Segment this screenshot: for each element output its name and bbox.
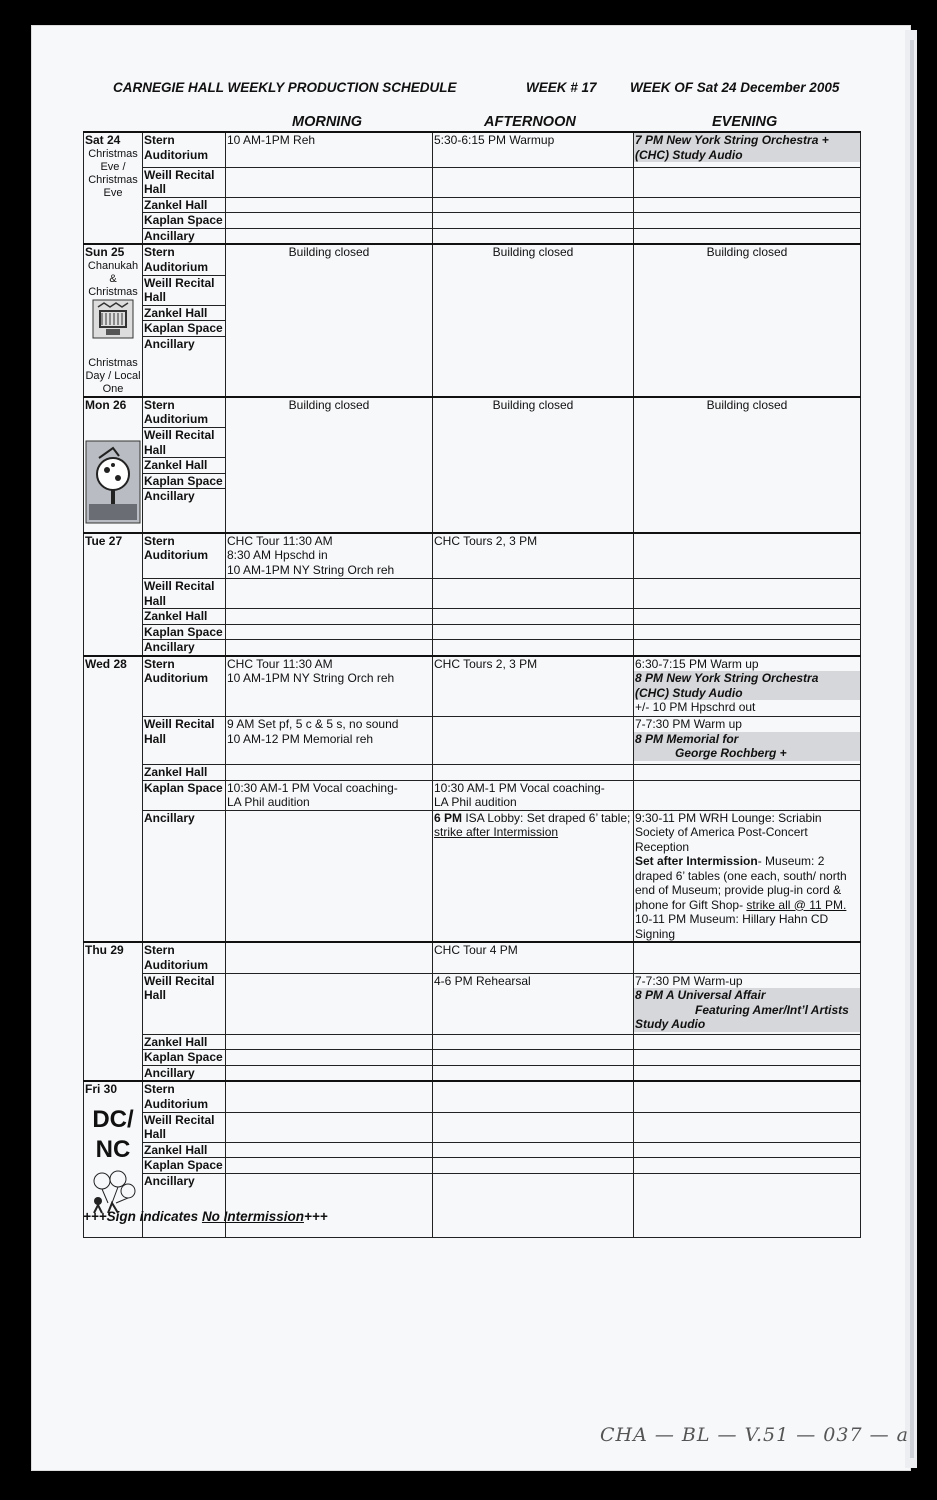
venue-weill: Weill Recital Hall — [143, 973, 226, 1034]
table-row — [84, 533, 861, 579]
building-closed: Building closed — [433, 397, 634, 533]
cell-afternoon — [433, 810, 634, 942]
venue-kaplan: Kaplan Space — [143, 1158, 226, 1174]
table-row — [84, 1065, 861, 1081]
footnote-underlined: No Intermission — [201, 1209, 304, 1224]
venue-stern: Stern Auditorium — [143, 533, 226, 579]
event-line: (CHC) Study Audio — [635, 147, 743, 162]
event-text: ISA Lobby: Set draped 6’ table; — [462, 810, 631, 825]
event-line: 7-7:30 PM Warm-up — [635, 973, 743, 988]
event-line: 8 PM New York String Orchestra — [635, 671, 819, 685]
table-row — [84, 609, 861, 625]
cell-evening — [634, 973, 861, 1034]
event-line: 8 PM Memorial for — [635, 731, 739, 746]
venue-ancillary: Ancillary — [143, 489, 226, 533]
table-row — [84, 656, 861, 717]
day-cell-wed — [84, 656, 143, 943]
cell-afternoon: CHC Tours 2, 3 PM — [433, 656, 634, 717]
event-line: George Rochberg + — [675, 746, 787, 760]
venue-kaplan: Kaplan Space — [143, 780, 226, 810]
event-line: 10:30 AM-1 PM Vocal coaching- — [227, 780, 398, 795]
cell-morning — [226, 717, 433, 765]
week-number: WEEK # 17 — [526, 80, 597, 95]
day-cell-sat — [84, 132, 143, 244]
afternoon-header: AFTERNOON — [484, 114, 576, 130]
building-closed: Building closed — [226, 397, 433, 533]
table-row — [84, 167, 861, 197]
schedule-title: CARNEGIE HALL WEEKLY PRODUCTION SCHEDULE — [113, 80, 457, 95]
venue-weill: Weill Recital Hall — [143, 167, 226, 197]
dc-line: DC/ — [92, 1105, 134, 1133]
table-row — [84, 1112, 861, 1142]
venue-ancillary: Ancillary — [143, 1173, 226, 1237]
day-holiday: Chanukah & Christmas — [87, 259, 139, 298]
venue-ancillary: Ancillary — [143, 1065, 226, 1081]
day-label: Tue 27 — [85, 533, 123, 548]
day-cell-mon — [84, 397, 143, 533]
morning-header: MORNING — [292, 114, 363, 130]
event-line: 9:30-11 PM WRH Lounge: Scriabin Society of America Post-Concert Reception — [635, 810, 822, 854]
table-row — [84, 197, 861, 213]
event-line: LA Phil audition — [227, 795, 310, 809]
table-row — [84, 1142, 861, 1158]
table-row — [84, 132, 861, 167]
dc-nc-label — [85, 1105, 141, 1165]
venue-kaplan: Kaplan Space — [143, 1050, 226, 1066]
event-line: 10:30 AM-1 PM Vocal coaching- — [434, 780, 605, 795]
cell-afternoon: CHC Tours 2, 3 PM — [433, 533, 634, 579]
venue-weill: Weill Recital Hall — [143, 1112, 226, 1142]
cell-afternoon: CHC Tour 4 PM — [433, 942, 634, 973]
event-line: 7 PM New York String Orchestra + — [635, 133, 829, 147]
cell-morning — [226, 656, 433, 717]
cell-afternoon — [433, 717, 634, 765]
event-line: 9 AM Set pf, 5 c & 5 s, no sound — [227, 717, 399, 731]
table-row — [84, 624, 861, 640]
event-line: strike after Intermission — [434, 825, 559, 839]
venue-zankel: Zankel Hall — [143, 458, 226, 474]
venue-ancillary: Ancillary — [143, 228, 226, 244]
building-closed: Building closed — [226, 244, 433, 397]
venue-zankel: Zankel Hall — [143, 765, 226, 781]
event-line: 10 AM-12 PM Memorial reh — [227, 731, 374, 746]
day-label: Sat 24 — [85, 133, 121, 147]
event-line: (CHC) Study Audio — [635, 685, 743, 700]
table-row — [84, 1050, 861, 1066]
day-holiday: Christmas Eve / Christmas Eve — [88, 147, 138, 199]
venue-stern: Stern Auditorium — [143, 942, 226, 973]
cell-morning — [226, 810, 433, 942]
venue-ancillary: Ancillary — [143, 810, 226, 942]
cell-morning: 10 AM-1PM Reh — [226, 132, 433, 167]
event-line: Study Audio — [635, 1017, 706, 1031]
table-row — [84, 228, 861, 244]
cell-evening — [634, 717, 861, 765]
venue-stern: Stern Auditorium — [143, 244, 226, 275]
table-row — [84, 1158, 861, 1174]
venue-stern: Stern Auditorium — [143, 1081, 226, 1112]
day-holiday-2: Christmas Day / Local One — [85, 356, 141, 395]
event-line: 10 AM-1PM NY String Orch reh — [227, 671, 395, 685]
table-row — [84, 717, 861, 765]
venue-stern: Stern Auditorium — [143, 397, 226, 428]
event-line: Featuring Amer/Int’l Artists — [695, 1002, 849, 1017]
day-label: Thu 29 — [85, 943, 124, 957]
cell-evening — [634, 656, 861, 717]
venue-stern: Stern Auditorium — [143, 656, 226, 717]
venue-stern: Stern Auditorium — [143, 132, 226, 167]
tree-icon — [85, 440, 141, 524]
day-label: Wed 28 — [85, 656, 127, 671]
day-cell-thu — [84, 942, 143, 1081]
event-line: +/- 10 PM Hpschrd out — [635, 700, 756, 714]
table-row — [84, 640, 861, 656]
table-row — [84, 1034, 861, 1050]
week-of: WEEK OF Sat 24 December 2005 — [630, 80, 840, 95]
table-row — [84, 810, 861, 942]
event-label: Set after Intermission — [635, 854, 758, 868]
venue-ancillary: Ancillary — [143, 336, 226, 396]
venue-kaplan: Kaplan Space — [143, 213, 226, 229]
day-label: Sun 25 — [85, 245, 125, 259]
venue-weill: Weill Recital Hall — [143, 275, 226, 305]
building-closed: Building closed — [634, 397, 861, 533]
balloons-icon — [88, 1169, 138, 1215]
day-cell-tue — [84, 533, 143, 656]
footnote-post: +++ — [303, 1209, 328, 1224]
building-closed: Building closed — [433, 244, 634, 397]
table-row — [84, 397, 861, 428]
event-line: 8:30 AM Hpschd in — [227, 548, 328, 562]
event-line: 10-11 PM Museum: Hillary Hahn CD Signing — [635, 912, 829, 941]
venue-weill: Weill Recital Hall — [143, 428, 226, 458]
cell-morning — [226, 533, 433, 579]
event-line: CHC Tour 11:30 AM — [227, 656, 333, 671]
building-closed: Building closed — [634, 244, 861, 397]
cell-evening — [634, 533, 861, 579]
day-label: Mon 26 — [85, 397, 127, 412]
day-label: Fri 30 — [85, 1082, 118, 1096]
cell-afternoon: 4-6 PM Rehearsal — [433, 973, 634, 1034]
venue-zankel: Zankel Hall — [143, 1142, 226, 1158]
cell-afternoon: 5:30-6:15 PM Warmup — [433, 132, 634, 167]
nc-line: NC — [95, 1135, 131, 1163]
event-line: CHC Tour 11:30 AM — [227, 533, 333, 548]
venue-weill: Weill Recital Hall — [143, 579, 226, 609]
venue-zankel: Zankel Hall — [143, 197, 226, 213]
event-line: 10 AM-1PM NY String Orch reh — [227, 562, 395, 577]
table-row — [84, 973, 861, 1034]
table-row — [84, 1173, 861, 1237]
table-row — [84, 942, 861, 973]
event-line: 6:30-7:15 PM Warm up — [635, 656, 759, 671]
day-cell-sun — [84, 244, 143, 397]
cell-evening — [634, 810, 861, 942]
table-row — [84, 765, 861, 781]
venue-zankel: Zankel Hall — [143, 609, 226, 625]
evening-header: EVENING — [712, 114, 778, 130]
table-row — [84, 780, 861, 810]
cell-evening — [634, 132, 861, 167]
table-row — [84, 1081, 861, 1112]
catalog-number: CHA — BL — V.51 — 037 — a — [600, 1424, 909, 1446]
footnote — [83, 1209, 328, 1224]
menorah-icon — [92, 299, 134, 339]
event-time: 6 PM — [434, 810, 463, 825]
venue-kaplan: Kaplan Space — [143, 321, 226, 337]
venue-kaplan: Kaplan Space — [143, 473, 226, 489]
footnote-pre: +++Sign indicates — [83, 1209, 202, 1224]
table-row — [84, 244, 861, 275]
event-line: LA Phil audition — [434, 795, 517, 809]
venue-zankel: Zankel Hall — [143, 305, 226, 321]
cell-morning — [226, 780, 433, 810]
venue-weill: Weill Recital Hall — [143, 717, 226, 765]
event-line: 7-7:30 PM Warm up — [635, 717, 742, 731]
event-strike: strike all @ 11 PM. — [746, 897, 847, 912]
table-row — [84, 213, 861, 229]
venue-kaplan: Kaplan Space — [143, 624, 226, 640]
event-text: - Museum: 2 draped 6’ tables (one each, south/ north end of Museum; provide plug-in cord & phone for Gift Shop- — [635, 854, 847, 912]
venue-ancillary: Ancillary — [143, 640, 226, 656]
schedule-table — [83, 131, 861, 1238]
table-row — [84, 579, 861, 609]
paper-edge-shadow — [910, 40, 914, 1458]
event-line: 8 PM A Universal Affair — [635, 988, 766, 1002]
venue-zankel: Zankel Hall — [143, 1034, 226, 1050]
cell-afternoon — [433, 780, 634, 810]
